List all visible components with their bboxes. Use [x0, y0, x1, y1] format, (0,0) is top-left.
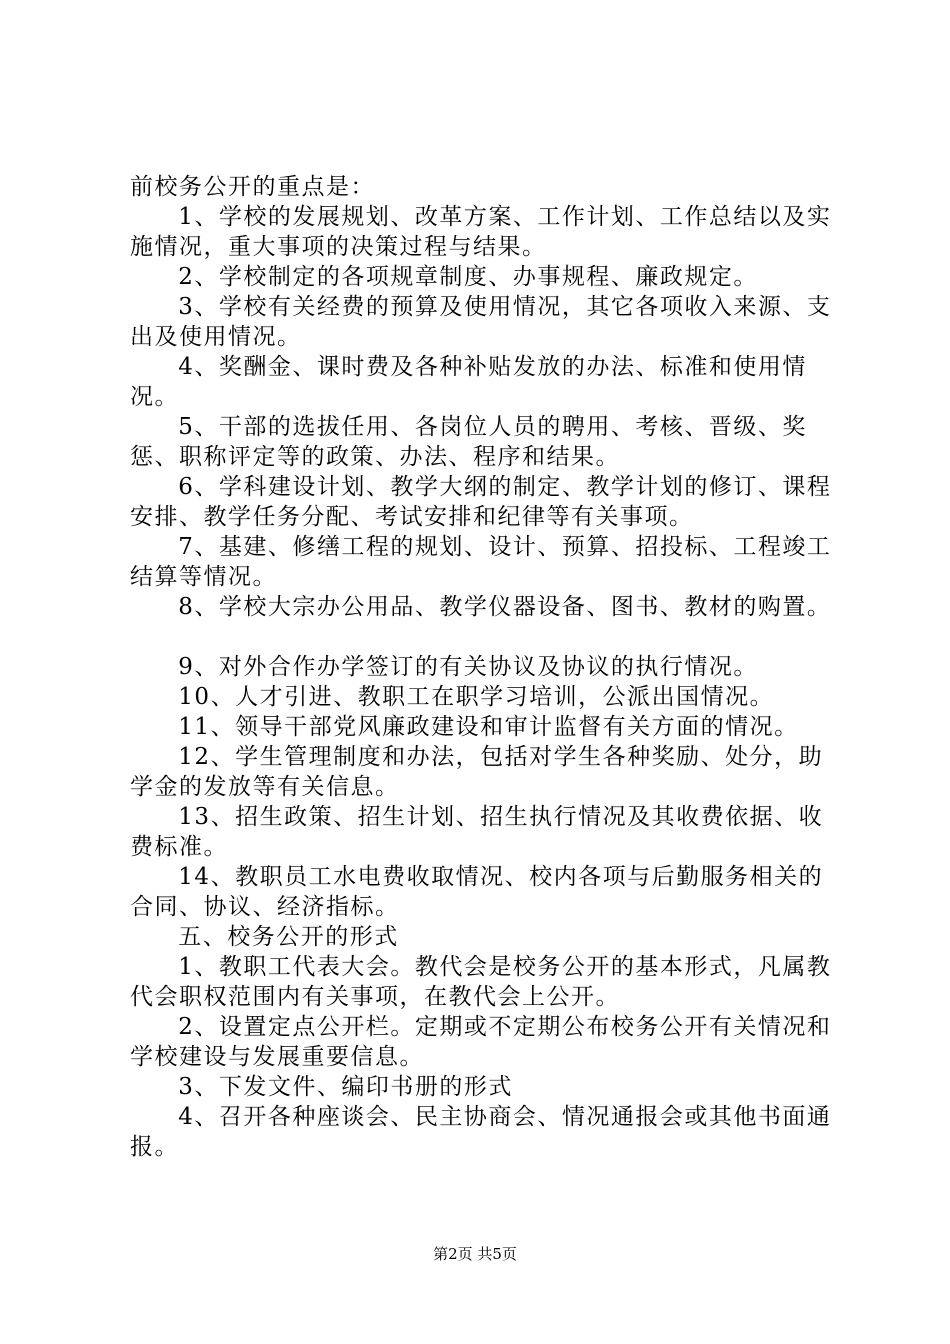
paragraph-form-1: 1、教职工代表大会。教代会是校务公开的基本形式，凡属教代会职权范围内有关事项，在教代会上公开。	[130, 954, 832, 1010]
paragraph-item-2: 2、学校制定的各项规章制度、办事规程、廉政规定。	[178, 264, 758, 290]
paragraph-item-7: 7、基建、修缮工程的规划、设计、预算、招投标、工程竣工结算等情况。	[130, 534, 832, 590]
paragraph-item-14: 14、教职员工水电费收取情况、校内各项与后勤服务相关的合同、协议、经济指标。	[130, 864, 824, 920]
paragraph-form-4: 4、召开各种座谈会、民主协商会、情况通报会或其他书面通报。	[130, 1104, 832, 1160]
page-number-label: 第2页 共5页	[433, 1245, 517, 1263]
document-body	[130, 172, 844, 1162]
paragraph-item-5: 5、干部的选拔任用、各岗位人员的聘用、考核、晋级、奖惩、职称评定等的政策、办法、程序和结果。	[130, 414, 807, 470]
paragraph-spacer	[130, 622, 844, 652]
paragraph-item-11: 11、领导干部党风廉政建设和审计监督有关方面的情况。	[178, 714, 799, 740]
paragraph-item-12: 12、学生管理制度和办法，包括对学生各种奖励、处分，助学金的发放等有关信息。	[130, 744, 824, 800]
paragraph-item-3: 3、学校有关经费的预算及使用情况，其它各项收入来源、支出及使用情况。	[130, 294, 832, 350]
paragraph-item-10: 10、人才引进、教职工在职学习培训，公派出国情况。	[178, 684, 775, 710]
page-footer	[0, 1244, 950, 1264]
paragraph-item-4: 4、奖酬金、课时费及各种补贴发放的办法、标准和使用情况。	[130, 354, 807, 410]
section-heading-forms: 五、校务公开的形式	[178, 924, 399, 950]
paragraph-form-3: 3、下发文件、编印书册的形式	[178, 1074, 513, 1100]
paragraph-intro: 前校务公开的重点是：	[130, 174, 375, 200]
paragraph-form-2: 2、设置定点公开栏。定期或不定期公布校务公开有关情况和学校建设与发展重要信息。	[130, 1014, 832, 1070]
paragraph-item-13: 13、招生政策、招生计划、招生执行情况及其收费依据、收费标准。	[130, 804, 824, 860]
paragraph-item-1: 1、学校的发展规划、改革方案、工作计划、工作总结以及实施情况，重大事项的决策过程与结果。	[130, 204, 832, 260]
paragraph-item-9: 9、对外合作办学签订的有关协议及协议的执行情况。	[178, 654, 758, 680]
paragraph-item-8: 8、学校大宗办公用品、教学仪器设备、图书、教材的购置。	[178, 594, 832, 620]
paragraph-item-6: 6、学科建设计划、教学大纲的制定、教学计划的修订、课程安排、教学任务分配、考试安排和纪律等有关事项。	[130, 474, 832, 530]
